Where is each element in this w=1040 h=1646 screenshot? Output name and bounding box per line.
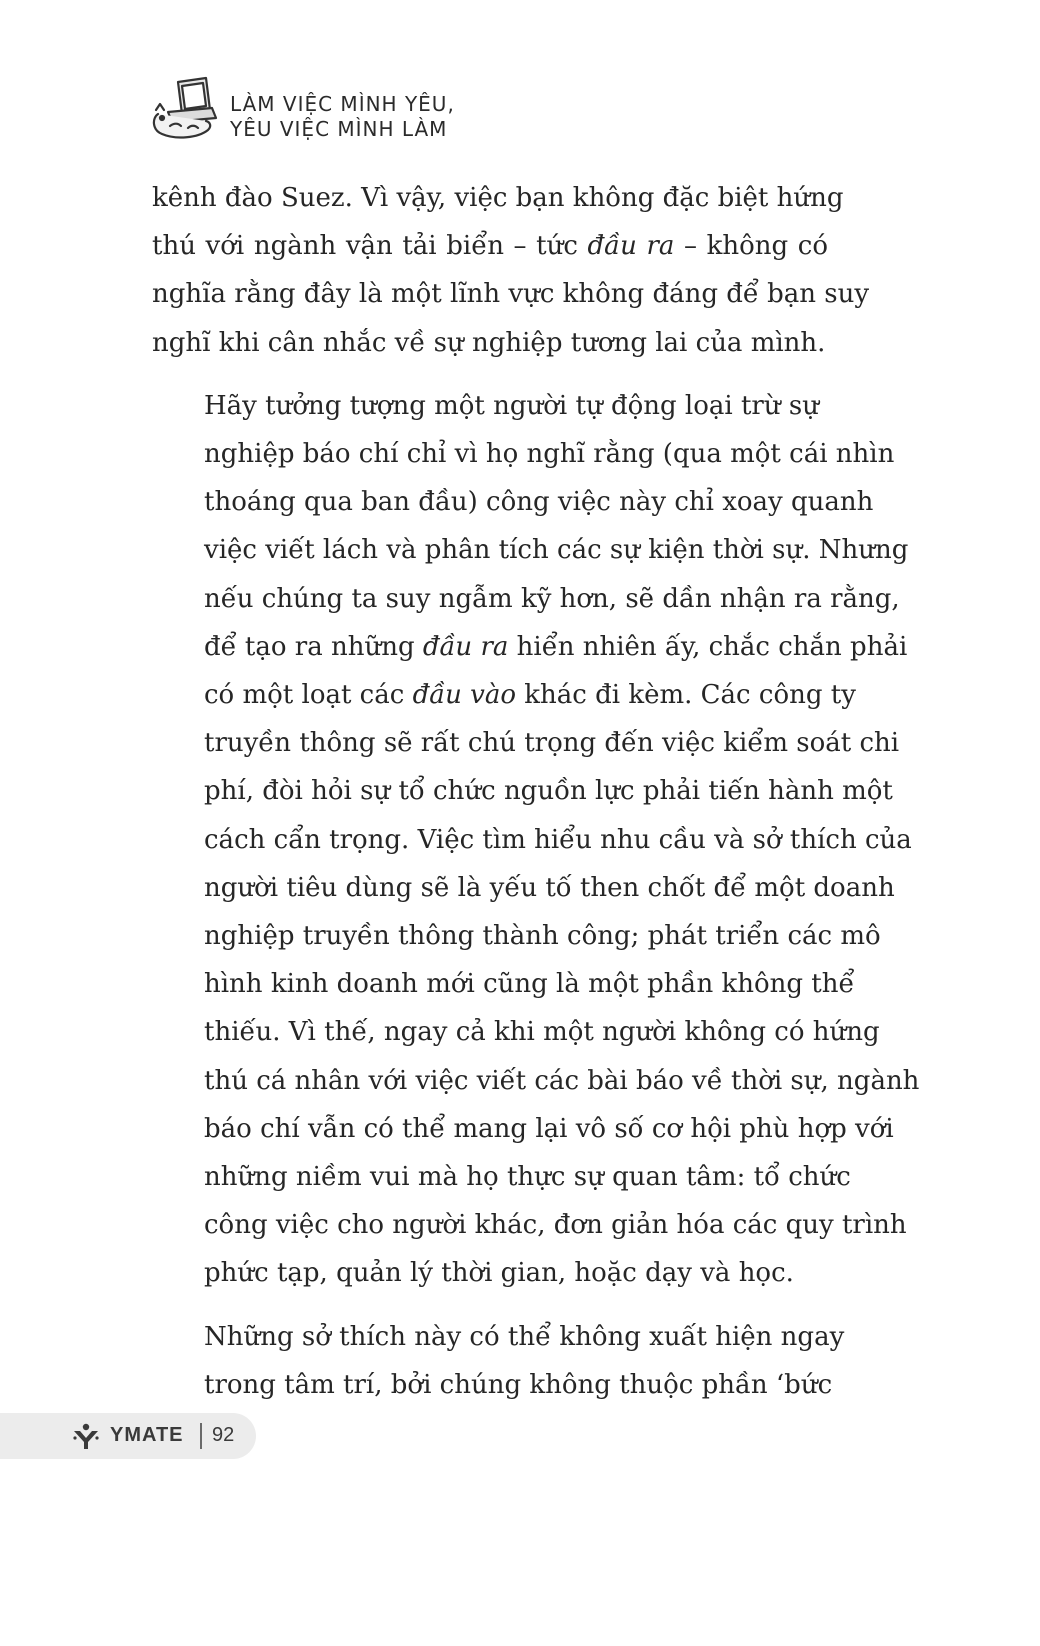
text-segment: thoáng qua ban đầu) công việc này chỉ xoay quanh — [204, 487, 874, 518]
text-segment: truyền thông sẽ rất chú trọng đến việc kiểm soát chi — [204, 728, 900, 759]
paragraph — [152, 174, 870, 367]
text-segment: có một loạt các — [204, 680, 413, 711]
text-line — [152, 719, 900, 767]
italic-term: đầu ra — [587, 231, 675, 262]
text-line — [152, 382, 828, 430]
text-segment: phí, đòi hỏi sự tổ chức nguồn lực phải tiến hành một — [204, 776, 893, 807]
text-line — [152, 174, 844, 222]
text-line — [152, 319, 828, 367]
text-line — [152, 1008, 880, 1056]
text-line — [152, 526, 909, 574]
footer-separator — [200, 1423, 202, 1449]
text-line — [152, 575, 900, 623]
text-segment: nếu chúng ta suy ngẫm kỹ hơn, sẽ dần nhận ra rằng, — [204, 583, 900, 614]
text-line — [152, 430, 895, 478]
running-header — [148, 72, 508, 152]
text-segment: người tiêu dùng sẽ là yếu tố then chốt để một doanh — [204, 872, 895, 903]
text-segment: hình kinh doanh mới cũng là một phần không thể — [204, 969, 855, 1000]
text-segment: khác đi kèm. Các công ty — [516, 680, 856, 711]
text-line — [152, 1057, 920, 1105]
text-segment: những niềm vui mà họ thực sự quan tâm: tổ chức — [204, 1162, 851, 1193]
text-segment: cách cẩn trọng. Việc tìm hiểu nhu cầu và sở thích của — [204, 824, 912, 855]
text-segment: Những sở thích này có thể không xuất hiện ngay — [204, 1321, 845, 1352]
text-line — [152, 1105, 894, 1153]
text-segment: công việc cho người khác, đơn giản hóa các quy trình — [204, 1210, 907, 1241]
text-line — [152, 671, 856, 719]
text-segment: nghĩa rằng đây là một lĩnh vực không đáng để bạn suy — [152, 279, 870, 310]
footer-brand: YMATE — [110, 1424, 184, 1446]
text-line — [152, 1201, 907, 1249]
paragraph — [152, 382, 920, 1298]
page-footer — [0, 1413, 256, 1459]
text-segment: báo chí vẫn có thể mang lại vô số cơ hội phù hợp với — [204, 1113, 894, 1144]
page-number: 92 — [212, 1424, 235, 1446]
italic-term: đầu ra — [422, 631, 509, 662]
italic-term: đầu vào — [412, 680, 517, 711]
ymate-logo-icon — [72, 1422, 100, 1450]
text-segment: nghĩ khi cân nhắc về sự nghiệp tương lai của mình. — [152, 327, 826, 358]
body-text — [152, 174, 920, 1409]
text-segment: kênh đào Suez. Vì vậy, việc bạn không đặc biệt hứng — [152, 183, 844, 213]
text-line — [152, 1313, 845, 1361]
text-segment: nghiệp báo chí chỉ vì họ nghĩ rằng (qua một cái nhìn — [204, 439, 895, 470]
header-title-line-2: YÊU VIỆC MÌNH LÀM — [230, 117, 448, 141]
text-line — [152, 1361, 833, 1409]
text-line — [152, 767, 893, 815]
text-segment: thú với ngành vận tải biển – tức — [152, 231, 588, 262]
text-line — [152, 270, 870, 318]
text-segment: Hãy tưởng tượng một người tự động loại trừ sự — [204, 390, 819, 421]
text-segment: để tạo ra những — [204, 631, 423, 662]
header-title — [230, 92, 455, 142]
text-line — [152, 623, 908, 671]
text-line — [152, 816, 912, 864]
text-segment: trong tâm trí, bởi chúng không thuộc phần ‘bức — [204, 1369, 833, 1400]
text-segment: – không có — [674, 231, 828, 262]
text-segment: nghiệp truyền thông thành công; phát triển các mô — [204, 921, 881, 952]
text-line — [152, 222, 828, 270]
text-segment: việc viết lách và phân tích các sự kiện thời sự. Nhưng — [204, 535, 909, 566]
text-segment: hiển nhiên ấy, chắc chắn phải — [508, 631, 908, 662]
text-segment: thiếu. Vì thế, ngay cả khi một người không có hứng — [204, 1017, 880, 1048]
text-line — [152, 960, 855, 1008]
text-line — [152, 864, 895, 912]
text-segment: phức tạp, quản lý thời gian, hoặc dạy và học. — [204, 1258, 794, 1289]
laptop-cat-icon — [148, 74, 222, 144]
text-line — [152, 1249, 828, 1297]
text-line — [152, 478, 874, 526]
text-segment: thú cá nhân với việc viết các bài báo về thời sự, ngành — [204, 1065, 920, 1096]
text-line — [152, 912, 881, 960]
text-line — [152, 1153, 851, 1201]
header-title-line-1: LÀM VIỆC MÌNH YÊU, — [230, 92, 455, 116]
paragraph — [152, 1313, 845, 1409]
